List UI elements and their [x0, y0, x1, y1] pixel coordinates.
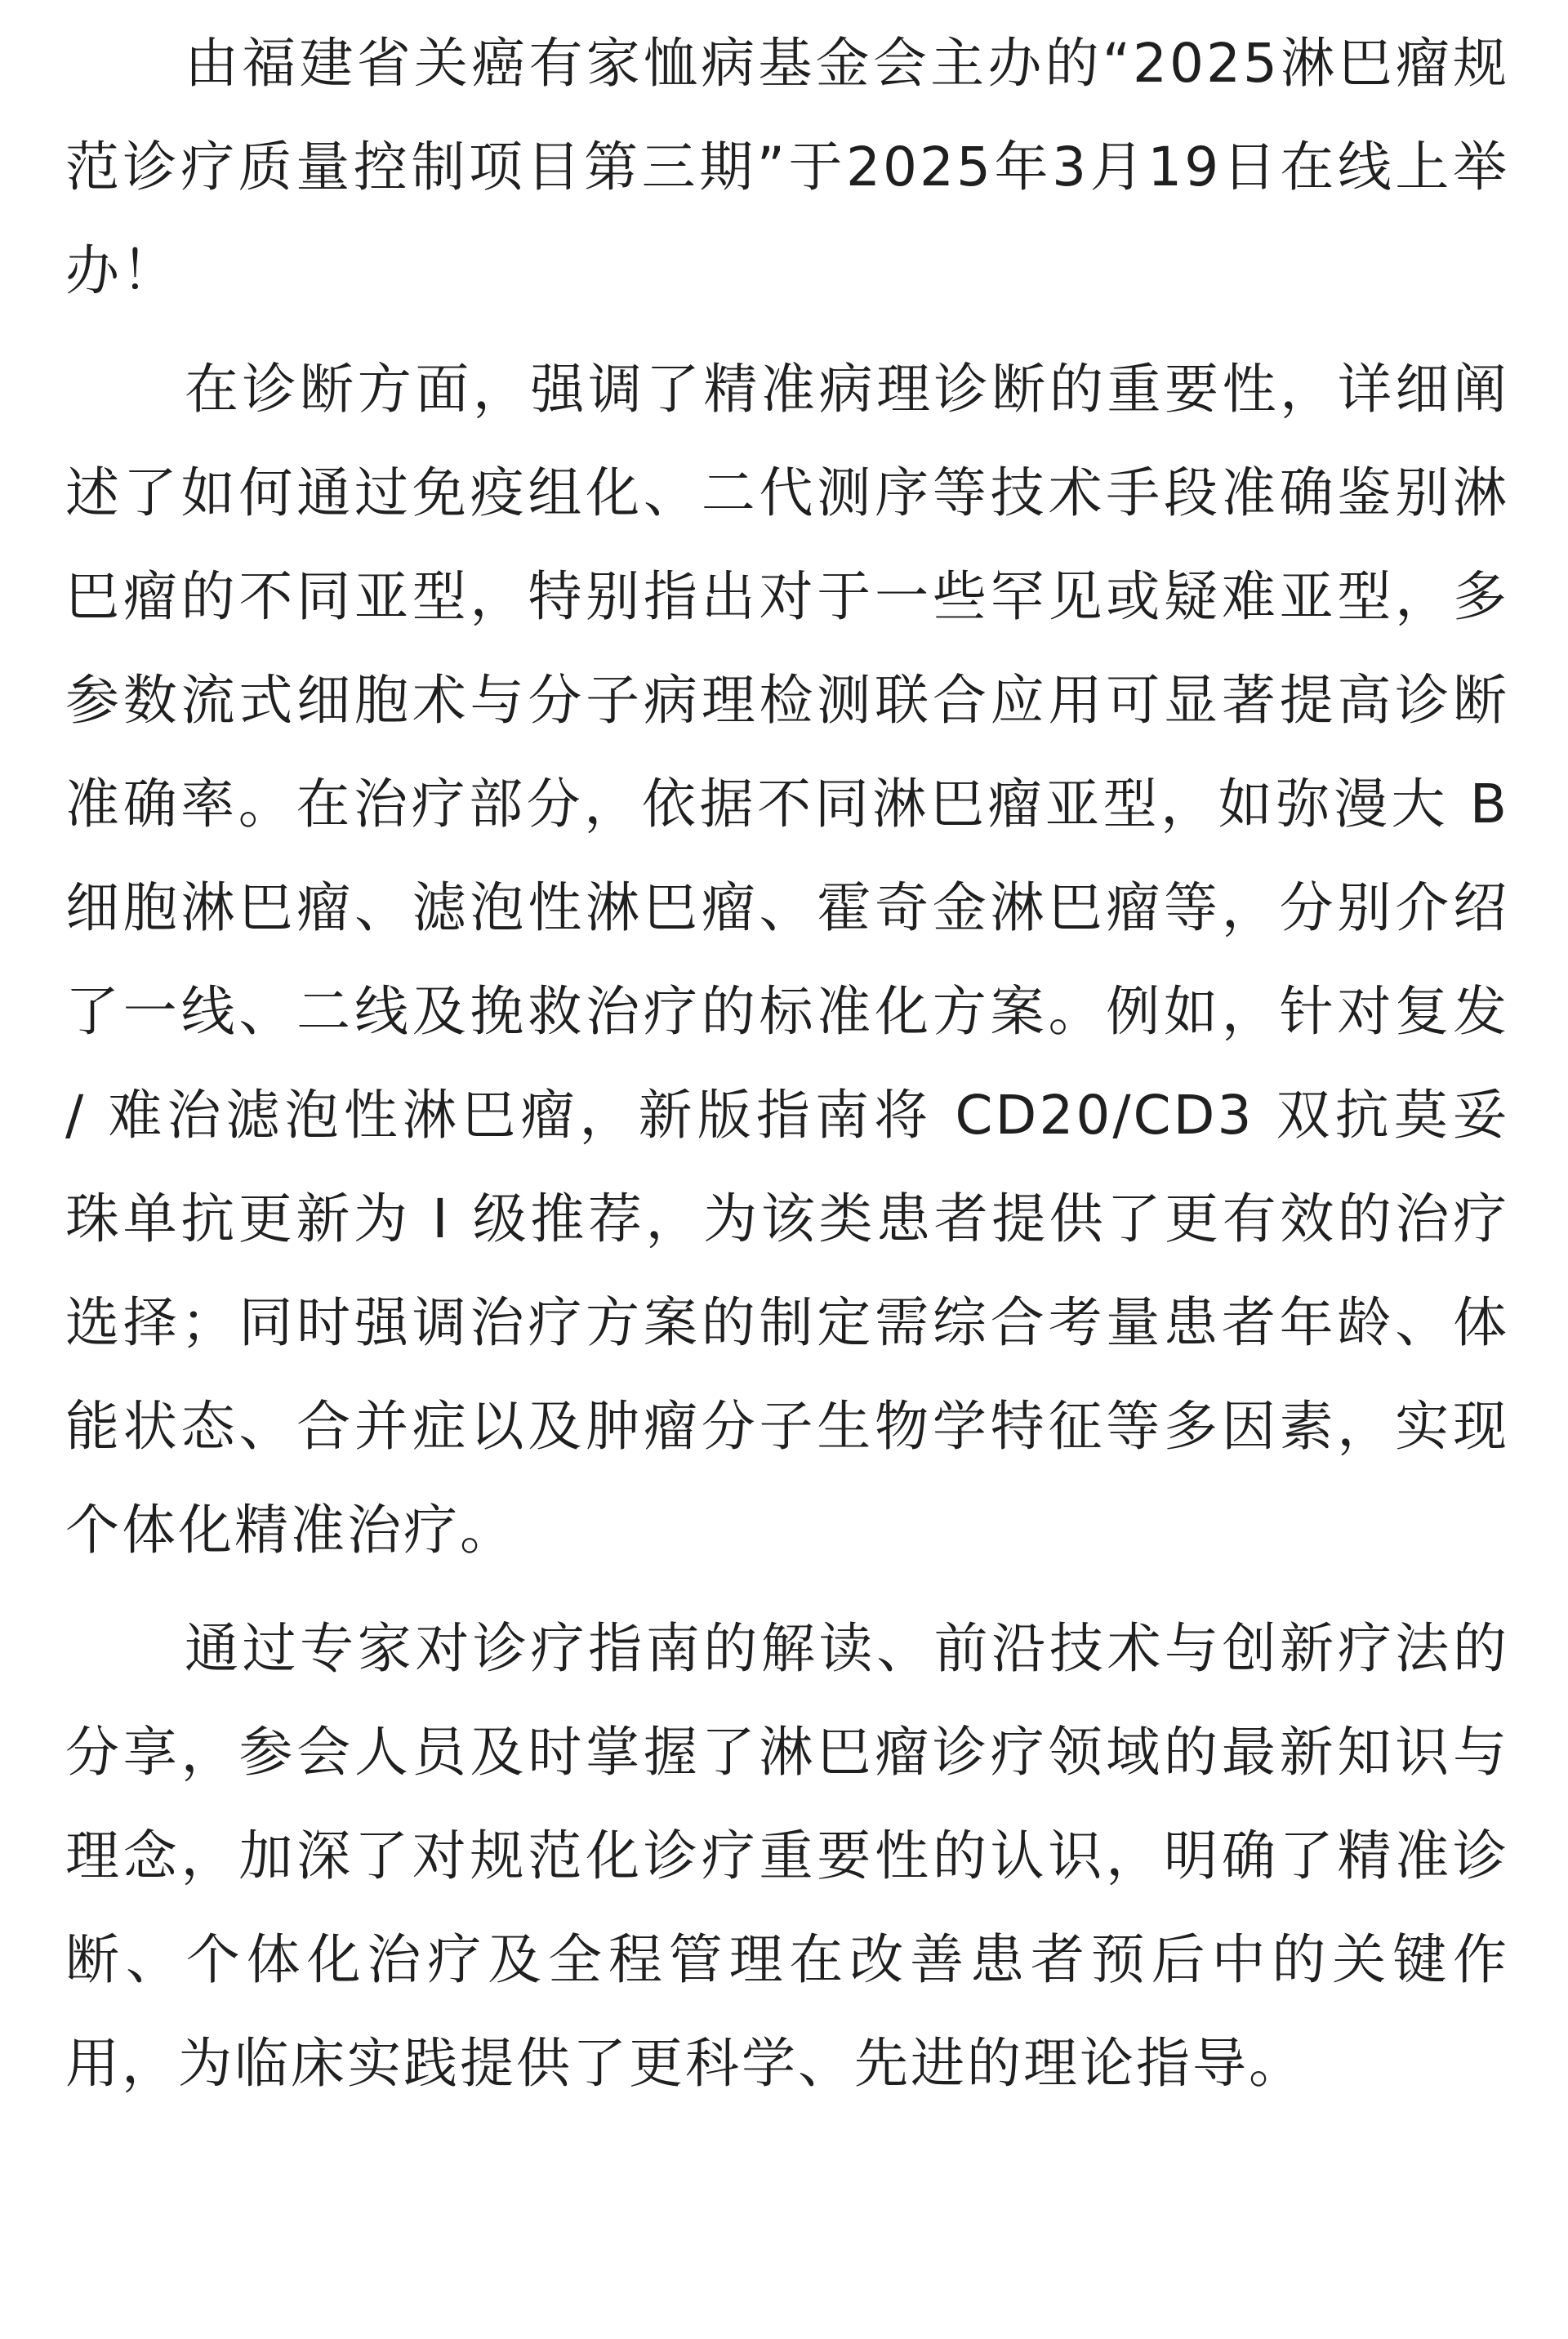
paragraph-summary: 通过专家对诊疗指南的解读、前沿技术与创新疗法的分享，参会人员及时掌握了淋巴瘤诊疗领域的最新知识与理念，加深了对规范化诊疗重要性的认识，明确了精准诊断、个体化治疗及全程管理在改善患者预后中的关键作用，为临床实践提供了更科学、先进的理论指导。 [65, 1617, 1509, 2095]
paragraph-diagnosis-treatment: 在诊断方面，强调了精准病理诊断的重要性，详细阐述了如何通过免疫组化、二代测序等技术手段准确鉴别淋巴瘤的不同亚型，特别指出对于一些罕见或疑难亚型，多参数流式细胞术与分子病理检测联合应用可显著提高诊断准确率。在治疗部分，依据不同淋巴瘤亚型，如弥漫大 B 细胞淋巴瘤、滤泡性淋巴瘤、霍奇金淋巴瘤等，分别介绍了一线、二线及挽救治疗的标准化方案。例如，针对复发 / 难治滤泡性淋巴瘤，新版指南将 CD20/CD3 双抗莫妥珠单抗更新为 Ⅰ 级推荐，为该类患者提供了更有效的治疗选择；同时强调治疗方案的制定需综合考量患者年龄、体能状态、合并症以及肿瘤分子生物学特征等多因素，实现个体化精准治疗。 [65, 358, 1509, 1562]
paragraph-event-intro: 由福建省关癌有家恤病基金会主办的“2025淋巴瘤规范诊疗质量控制项目第三期”于2025年3月19日在线上举办！ [65, 32, 1509, 302]
